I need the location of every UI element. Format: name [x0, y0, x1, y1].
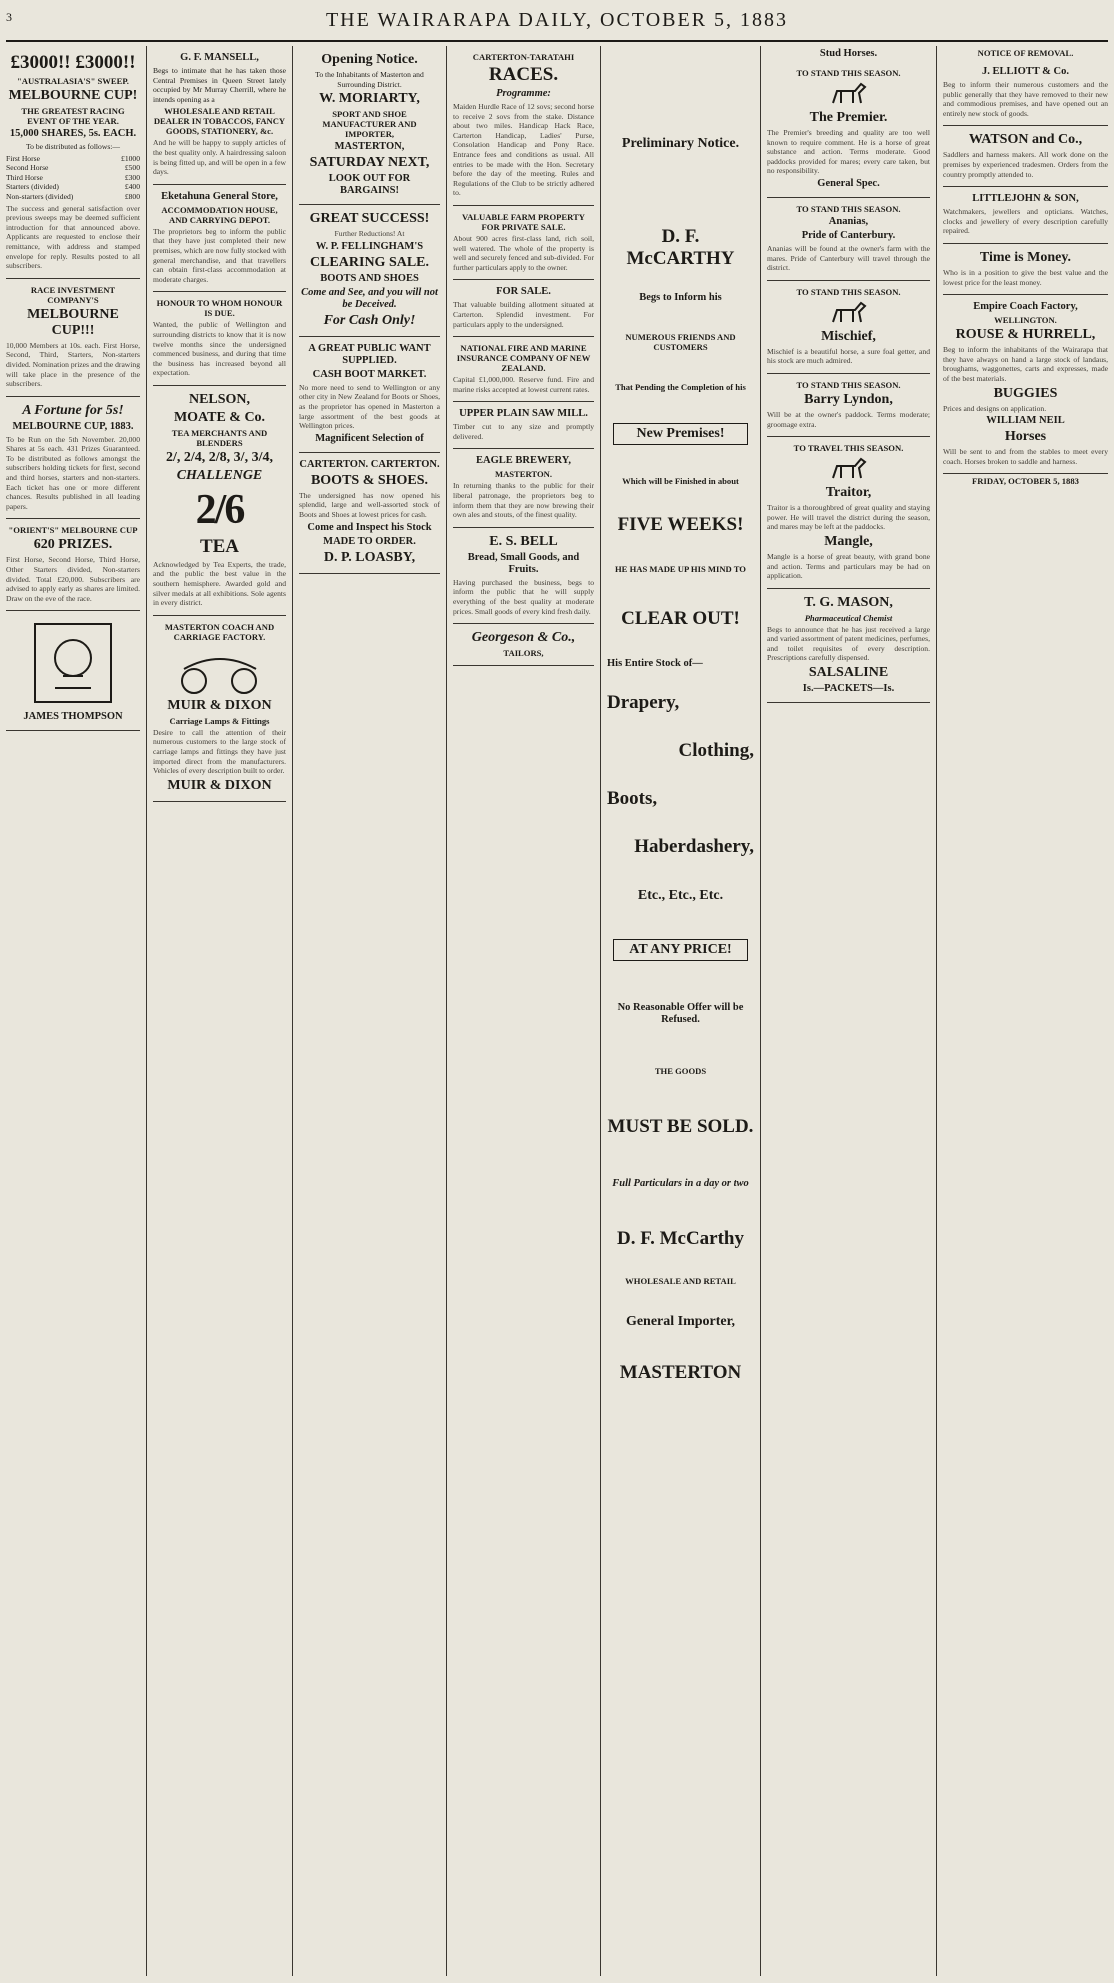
advert-horse: Ananias,	[828, 215, 869, 227]
ornament-icon	[6, 618, 140, 708]
advert-name: CASH BOOT MARKET.	[312, 368, 427, 380]
advert-body-text: Mangle is a horse of great beauty, with grand bone and action. Terms and particulars may be had on application.	[767, 551, 930, 581]
advert-horse-2: Mangle,	[824, 533, 873, 549]
advert-title: TO STAND THIS SEASON.	[796, 286, 901, 297]
advert-carterton-races	[453, 46, 594, 206]
column-2	[146, 46, 292, 1976]
advert-title: MASTERTON COACH AND CARRIAGE FACTORY.	[164, 621, 275, 642]
advert-body-text: First Horse, Second Horse, Third Horse, Other Starters divided, Non-starters divided. Total £20,000. Subscribers are advised to apply early as shares are limited. Draw on the eve of the race.	[6, 555, 140, 603]
advert-title: A GREAT PUBLIC WANT SUPPLIED.	[308, 342, 431, 366]
date-footer: FRIDAY, OCTOBER 5, 1883	[972, 476, 1079, 487]
advert-title: Empire Coach Factory,	[973, 301, 1078, 313]
advert-look-out: LOOK OUT FOR BARGAINS!	[328, 173, 411, 197]
advert-subtitle: SPORT AND SHOE MANUFACTURER AND IMPORTER,	[322, 109, 417, 140]
advert-loasby	[299, 453, 440, 574]
advert-empire-coach	[943, 295, 1108, 474]
entire-stock: His Entire Stock of—	[607, 658, 703, 669]
advert-horse: Mischief,	[821, 328, 876, 344]
advert-title: VALUABLE FARM PROPERTY FOR PRIVATE SALE.	[461, 211, 586, 232]
advert-buggies: BUGGIES	[993, 385, 1058, 401]
no-offer: No Reasonable Offer will be Refused.	[617, 1002, 744, 1025]
advert-horse: The Premier.	[809, 110, 888, 125]
advert-town: MASTERTON.	[494, 469, 553, 480]
advert-title: Opening Notice.	[321, 52, 418, 67]
advert-title: HONOUR TO WHOM HONOUR IS DUE.	[156, 298, 283, 319]
advert-bell	[453, 528, 594, 624]
must-be-sold: MUST BE SOLD.	[607, 1116, 754, 1137]
advert-title: Eketahuna General Store,	[161, 190, 278, 202]
advert-body-text: Beg to inform their numerous customers and the public generally that they have removed to their new and commodious premises, and have opened out an entirely new stock of goods.	[943, 80, 1108, 118]
section-header: Stud Horses.	[819, 48, 878, 59]
advert-neil-name: WILLIAM NEIL	[986, 415, 1065, 427]
column-4	[446, 46, 600, 1976]
advert-come: Come and See, and you will not be Deceived.	[301, 286, 438, 310]
friends-text: NUMEROUS FRIENDS AND CUSTOMERS	[625, 332, 736, 352]
advert-honour	[153, 292, 286, 386]
advert-town: WELLINGTON.	[994, 315, 1057, 326]
notice-removal: NOTICE OF REMOVAL.	[977, 48, 1074, 58]
advert-saw-mill	[453, 402, 594, 449]
advert-horse: Traitor,	[825, 485, 872, 501]
advert-programme: Programme:	[496, 88, 551, 99]
masthead-title: THE WAIRARAPA DAILY, OCTOBER 5, 1883	[325, 9, 789, 31]
advert-national-insurance	[453, 337, 594, 402]
prize-row: Second Horse £500	[6, 163, 140, 173]
advert-race-investment	[6, 279, 140, 397]
importer-text: General Importer,	[625, 1314, 736, 1329]
decided-text: HE HAS MADE UP HIS MIND TO	[615, 564, 746, 574]
advert-horses: Horses	[1004, 429, 1047, 445]
advert-order: MADE TO ORDER.	[323, 535, 416, 547]
advert-body-text: Having purchased the business, begs to inform the public that he will supply everything of the best quality at moderate prices. Small goods of every kind fresh daily.	[453, 577, 594, 616]
column-5	[600, 46, 760, 1976]
new-premises-box: New Premises!	[613, 423, 748, 445]
advert-body-text: 10,000 Members at 10s. each. First Horse, Second, Third, Starters, Non-starters divided. Nomination prizes and the drawing will take place in the presence of the subscribers.	[6, 340, 140, 389]
advert-body-text: Beg to inform the inhabitants of the Wairarapa that they have always on hand a large stock of landaus, broughams, waggonettes, carts and expresses, made of the best materials.	[943, 345, 1108, 383]
advert-muir-dixon	[153, 616, 286, 802]
advert-body-text: Traitor is a thoroughbred of great quality and staying power. He will travel the district during the season, and mares may be left at the paddocks.	[767, 503, 930, 532]
advert-time-is-money	[943, 244, 1108, 295]
advert-fellingham	[299, 205, 440, 337]
prize-row: Third Horse £300	[6, 172, 140, 182]
advert-firm: WATSON and Co.,	[968, 132, 1083, 148]
prize-row: Starters (divided) £400	[6, 182, 140, 192]
advert-title: UPPER PLAIN SAW MILL.	[459, 408, 588, 420]
carriage-icon	[153, 645, 286, 695]
advert-title: EAGLE BREWERY,	[476, 455, 571, 467]
horse-icon	[767, 81, 930, 107]
five-weeks: FIVE WEEKS!	[617, 514, 744, 535]
finished-text: Which will be Finished in about	[622, 476, 739, 486]
advert-body-text: The proprietors beg to inform the public that they have just completed their new premises, which are now fully stocked with general merchandise, and that travellers can obtain first-class accommodation at moderate charges.	[153, 226, 286, 284]
advert-salsaline: SALSALINE	[808, 665, 889, 681]
advert-body-text: And he will be happy to supply articles of the best quality only. A hairdressing saloon is being fitted up, and will be open in a few days.	[153, 138, 286, 177]
advert-cup-title: MELBOURNE CUP!	[8, 88, 138, 103]
advert-opening-notice	[299, 46, 440, 205]
mccarthy-name-2: D. F. McCarthy	[617, 1228, 744, 1249]
advert-ananias	[767, 198, 930, 281]
advert-horse-2: Pride of Canterbury.	[801, 229, 896, 241]
advert-body-text: The undersigned has now opened his splendid, large and well-assorted stock of Boots and Shoes at lowest prices for cash.	[299, 490, 440, 519]
the-goods: THE GOODS	[654, 1066, 707, 1076]
advert-georgeson	[453, 624, 594, 666]
top-rule	[6, 40, 1108, 42]
advert-body-text: Further Reductions! At	[334, 229, 405, 239]
advert-shares: 15,000 SHARES, 5s. EACH.	[9, 128, 137, 139]
preliminary-notice: Preliminary Notice.	[621, 136, 740, 151]
advert-body-text: Wanted, the public of Wellington and surrounding districts to know that it is now twelve months since the undersigned commenced business, and during that time the business has increased beyond all expectation.	[153, 320, 286, 378]
advert-body-text: Who is in a position to give the best value and the lowest price for the least money.	[943, 267, 1108, 287]
prize-row: Non-starters (divided) £800	[6, 191, 140, 201]
advert-title: A Fortune for 5s!	[22, 402, 124, 418]
advert-body-text: Begs to intimate that he has taken those Central Premises in Queen Street lately occupied by Mr Murray Cherrill, where he intends opening as a	[153, 66, 286, 104]
advert-title: Time is Money.	[979, 249, 1072, 265]
advert-body-text: Desire to call the attention of their numerous customers to the large stock of carriage lamps and fittings they have just imported direct from the manufacturers. Vehicles of every description built to order.	[153, 727, 286, 776]
advert-horse: Barry Lyndon,	[804, 391, 893, 407]
advert-packets: Is.—PACKETS—Is.	[802, 683, 895, 695]
horse-icon	[767, 300, 930, 326]
advert-barry-lyndon	[767, 374, 930, 437]
advert-name: D. P. LOASBY,	[323, 549, 416, 565]
advert-elliott	[943, 60, 1108, 126]
column-1	[0, 46, 146, 1976]
advert-subtitle: WHOLESALE AND RETAIL DEALER IN TOBACCOS, FANCY GOODS, STATIONERY, &c.	[153, 106, 286, 137]
advert-body-text: Prices and designs on application.	[943, 403, 1047, 413]
advert-title: NELSON,	[188, 391, 251, 407]
advert-title: TO STAND THIS SEASON.	[796, 68, 901, 78]
stock-boots: Boots,	[607, 788, 658, 809]
advert-title: FOR SALE.	[496, 286, 551, 298]
advert-mischief	[767, 281, 930, 374]
advert-body-text: Ananias will be found at the owner's farm with the mares. Pride of Canterbury will travel through the district.	[767, 243, 930, 273]
advert-the-premier	[767, 62, 930, 198]
advert-subtitle: TAILORS,	[503, 648, 544, 659]
advert-magnificent: Magnificent Selection of	[315, 432, 424, 444]
advert-eketahuna	[153, 185, 286, 293]
advert-title: Georgeson & Co.,	[471, 630, 576, 646]
any-price-box: AT ANY PRICE!	[613, 939, 748, 961]
town-text: MASTERTON	[619, 1362, 742, 1383]
advert-title: RACE INVESTMENT COMPANY'S	[30, 284, 116, 305]
advert-subtitle-2: THE GREATEST RACING EVENT OF THE YEAR.	[21, 106, 125, 126]
advert-goods: BOOTS & SHOES.	[310, 472, 429, 488]
advert-prices: 2/, 2/4, 2/8, 3/, 3/4,	[166, 449, 273, 465]
advert-title: CARTERTON-TARATAHI	[472, 52, 575, 62]
advert-firm-footer: MUIR & DIXON	[167, 777, 272, 793]
headline-3000: £3000!! £3000!!	[10, 52, 136, 73]
advert-mansell	[153, 46, 286, 185]
advert-body-text: In returning thanks to the public for their liberal patronage, the proprietors beg to inform them that they are now brewing their own ales and stouts, of the finest quality.	[453, 481, 594, 520]
advert-body-text: Maiden Hurdle Race of 12 sovs; second horse to receive 2 sovs from the stake. Distance about two miles. Handicap Hack Race, Carterton Handicap, Ladies' Purse, Consolation Handicap and Pony Race. Entrance fees and conditions as usual. All entries to be made with the Hon. Secretary before the day of the meeting. Rules and Regulations of the Club to be strictly adhered to.	[453, 102, 594, 198]
advert-fortune	[6, 397, 140, 520]
advert-eagle-brewery	[453, 449, 594, 527]
advert-for-sale	[453, 280, 594, 337]
advert-body-text: No more need to send to Wellington or any other city in New Zealand for Boots or Shoes, as the proprietor has opened in Masterton a large assortment of the best goods at Wellington prices.	[299, 382, 440, 431]
advert-subtitle: "AUSTRALASIA'S" SWEEP.	[17, 76, 129, 86]
advert-body-text: Timber cut to any size and promptly delivered.	[453, 422, 594, 441]
advert-subtitle: Carriage Lamps & Fittings	[169, 715, 270, 726]
advert-title: E. S. BELL	[489, 533, 558, 549]
stock-haberdashery: Haberdashery,	[634, 836, 754, 857]
advert-title: TO STAND THIS SEASON.	[796, 379, 901, 390]
advert-goods: BOOTS AND SHOES	[320, 272, 419, 284]
pending-text: That Pending the Completion of his	[615, 382, 746, 392]
advert-body-text: About 900 acres first-class land, rich soil, well watered. The whole of the property is well and securely fenced and sub-divided. For further particulars apply to the owner.	[453, 233, 594, 272]
mccarthy-name: D. F. McCARTHY	[626, 226, 735, 269]
advert-cup-title: MELBOURNE CUP!!!	[27, 306, 119, 338]
advert-melbourne-cup	[6, 46, 140, 279]
advert-name: W. P. FELLINGHAM'S	[315, 240, 424, 252]
advert-body-text: Saddlers and harness makers. All work done on the premises by experienced tradesmen. Orders from the country promptly attended to.	[943, 150, 1108, 179]
advert-come: Come and Inspect his Stock	[307, 521, 432, 533]
prizes-list	[6, 154, 140, 202]
advert-horse-2: General Spec.	[817, 177, 880, 189]
advert-body-text: The success and general satisfaction over previous sweeps may be deemed sufficient introduction for that announced above. Applicants are requested to enclose their remittance, with address and stamped envelope for reply. Results posted to all subscribers.	[6, 203, 140, 271]
advert-races: RACES.	[488, 64, 559, 85]
advert-prizes: 620 PRIZES.	[33, 537, 113, 553]
advert-firm: MUIR & DIXON	[167, 697, 272, 713]
advert-body-text: Mischief is a beautiful horse, a sure foal getter, and his stock are much admired.	[767, 346, 930, 366]
column-6	[760, 46, 936, 1976]
advert-title: T. G. MASON,	[804, 594, 893, 610]
advert-big-price: 2/6	[195, 486, 244, 533]
advert-body-text: Will be at the owner's paddock. Terms moderate; groomage extra.	[767, 409, 930, 429]
advert-cash-boot-market	[299, 337, 440, 453]
advert-mason	[767, 589, 930, 703]
advert-subtitle: Bread, Small Goods, and Fruits.	[467, 551, 580, 575]
wholesale-text: WHOLESALE AND RETAIL	[625, 1276, 736, 1286]
advert-sale: CLEARING SALE.	[309, 254, 430, 270]
particulars-text: Full Particulars in a day or two	[612, 1178, 749, 1189]
advert-title: CARTERTON. CARTERTON.	[299, 458, 440, 470]
stock-clothing: Clothing,	[678, 740, 754, 761]
stock-drapery: Drapery,	[607, 692, 680, 713]
advert-cash: For Cash Only!	[323, 312, 416, 328]
advert-title: GREAT SUCCESS!	[309, 211, 430, 227]
advert-title: JAMES THOMPSON	[23, 711, 123, 723]
advert-title: "ORIENT'S" MELBOURNE CUP	[8, 525, 138, 536]
advert-cup-title: MELBOURNE CUP, 1883.	[12, 420, 134, 432]
advert-body-text: To the Inhabitants of Masterton and Surrounding District.	[315, 70, 424, 89]
advert-body-text: Watchmakers, jewellers and opticians. Watches, clocks and jewellery of every description carefully repaired.	[943, 207, 1108, 236]
advert-body-text: The Premier's breeding and quality are too well known to require comment. He is a horse of great substance and action. Terms moderate. Good paddocks provided for mares; every care taken, but no responsibility.	[767, 128, 930, 176]
advert-orient	[6, 519, 140, 611]
advert-body-text: To be Run on the 5th November. 20,000 Shares at 5s each. 431 Prizes Guaranteed. To be distributed as follows amongst the subscribers holding tickets for first, second and third horses, starters and non-starters. Each ticket has one or more different chances. Results published in all leading papers.	[6, 434, 140, 511]
advert-traitor	[767, 437, 930, 589]
begs-text: Begs to Inform his	[639, 292, 722, 303]
advert-littlejohn	[943, 187, 1108, 244]
advert-title: NATIONAL FIRE AND MARINE INSURANCE COMPANY OF NEW ZEALAND.	[456, 343, 591, 374]
advert-james-thompson	[6, 611, 140, 731]
advert-firm: LITTLEJOHN & SON,	[972, 193, 1079, 205]
advert-town: MASTERTON,	[334, 141, 405, 153]
advert-title: J. ELLIOTT & Co.	[981, 66, 1070, 77]
advert-farm-property	[453, 206, 594, 280]
advert-body-text: Begs to announce that he has just received a large and varied assortment of patent medicines, perfumes, and toilet requisites of every description. Prescriptions carefully dispensed.	[767, 624, 930, 663]
advert-subtitle: TEA MERCHANTS AND BLENDERS	[171, 427, 268, 448]
advert-subtitle: Pharmaceutical Chemist	[804, 612, 893, 623]
advert-body-text: Will be sent to and from the stables to meet every coach. Horses broken to saddle and harness.	[943, 447, 1108, 466]
advert-name: W. MORIARTY,	[319, 91, 420, 107]
advert-body-text: Acknowledged by Tea Experts, the trade, and the public the best value in the southern hemisphere. Awarded gold and silver medals at all exhibitions. Sole agents in every district.	[153, 559, 286, 608]
advert-date: SATURDAY NEXT,	[309, 155, 430, 171]
advert-watson	[943, 126, 1108, 187]
prizes-title: To be distributed as follows:—	[26, 142, 120, 151]
advert-title: TO STAND THIS SEASON.	[796, 203, 901, 214]
advert-title: G. F. MANSELL,	[180, 52, 259, 63]
prize-row: First Horse £1000	[6, 153, 140, 163]
advert-body-text: Capital £1,000,000. Reserve fund. Fire and marine risks accepted at lowest current rates.	[453, 375, 594, 394]
clear-out: CLEAR OUT!	[621, 608, 740, 629]
advert-challenge: CHALLENGE	[176, 467, 263, 483]
page-number: 3	[6, 10, 12, 24]
advert-tea: TEA	[199, 535, 240, 557]
advert-subtitle: ACCOMMODATION HOUSE, AND CARRYING DEPOT.	[161, 204, 278, 225]
advert-title: TO TRAVEL THIS SEASON.	[793, 443, 904, 454]
column-7	[936, 46, 1114, 1976]
advert-nelson-moate	[153, 386, 286, 616]
stock-etc: Etc., Etc., Etc.	[637, 888, 724, 903]
advert-title-2: MOATE & Co.	[173, 409, 266, 425]
horse-icon	[767, 456, 930, 482]
advert-firm: ROUSE & HURRELL,	[955, 327, 1096, 343]
advert-body-text: That valuable building allotment situated at Carterton. Splendid investment. For particulars apply to the undersigned.	[453, 300, 594, 329]
column-3	[292, 46, 446, 1976]
